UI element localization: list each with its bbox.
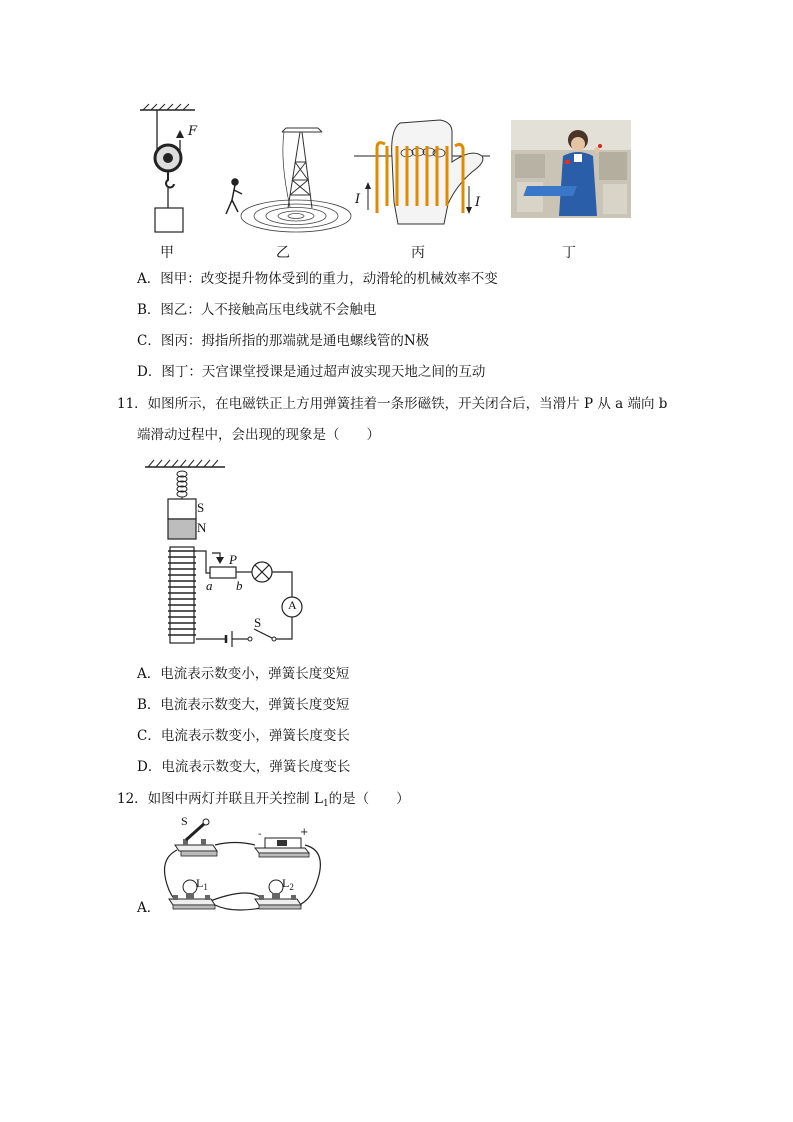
q11-option-b: B．电流表示数变大，弹簧长度变短 — [137, 697, 350, 713]
pulley-force-label: F — [188, 124, 198, 139]
q12-battery-minus: - — [258, 829, 262, 840]
figure-bing-hand-coil — [352, 118, 500, 228]
rheostat-end-a: a — [206, 578, 213, 593]
figure-jia-pulley — [135, 100, 215, 235]
q12-lamp2-label — [282, 876, 294, 892]
q12-option-a-label: A． — [137, 900, 161, 916]
q11-option-c: C．电流表示数变小，弹簧长度变长 — [137, 728, 350, 744]
q11-option-a: A．电流表示数变小，弹簧长度变短 — [137, 666, 350, 682]
q10-option-d: D．图丁：天宫课堂授课是通过超声波实现天地之间的互动 — [137, 364, 486, 380]
figure-yi-tower — [218, 120, 338, 240]
q12-lamp1-sub: 1 — [203, 882, 208, 892]
caption-jia: 甲 — [160, 245, 174, 261]
q12-lamp2-sub: 2 — [289, 882, 294, 892]
caption-bing: 丙 — [411, 245, 425, 261]
q11-electromagnet-figure — [140, 455, 310, 655]
q11-stem-line2: 端滑动过程中，会出现的现象是（ ） — [137, 427, 380, 443]
caption-ding: 丁 — [562, 245, 576, 261]
q10-option-a: A．图甲：改变提升物体受到的重力，动滑轮的机械效率不变 — [137, 271, 498, 287]
current-label-right: I — [475, 195, 481, 210]
q12-stem-suffix: 的是（ ） — [328, 791, 410, 807]
q12-lamp1-letter: L — [196, 876, 204, 890]
q12-stem-prefix: 12．如图中两灯并联且开关控制 L — [117, 791, 323, 807]
ammeter-label: A — [288, 598, 297, 612]
q12-lamp2-letter: L — [282, 876, 290, 890]
magnet-s-label: S — [197, 500, 205, 515]
q10-option-c: C．图丙：拇指所指的那端就是通电螺线管的N极 — [137, 333, 430, 349]
q11-stem-line1: 11．如图所示，在电磁铁正上方用弹簧挂着一条形磁铁，开关闭合后，当滑片 P 从 a 端向 b — [117, 396, 668, 412]
current-label-left: I — [355, 192, 361, 207]
q12-stem — [117, 790, 410, 813]
q12-switch-label: S — [181, 814, 188, 828]
q12-battery-plus: + — [300, 827, 309, 838]
slider-p-label: P — [229, 552, 237, 567]
q10-option-b: B．图乙：人不接触高压电线就不会触电 — [137, 302, 377, 318]
rheostat-end-b: b — [236, 578, 243, 593]
switch-label: S — [254, 615, 262, 630]
q12-stem-sub: 1 — [322, 799, 329, 809]
caption-yi: 乙 — [276, 245, 290, 261]
q11-option-d: D．电流表示数变大，弹簧长度变长 — [137, 759, 351, 775]
q12-lamp1-label — [196, 876, 208, 892]
figure-ding-space-photo — [511, 120, 631, 218]
magnet-n-label: N — [197, 520, 207, 535]
